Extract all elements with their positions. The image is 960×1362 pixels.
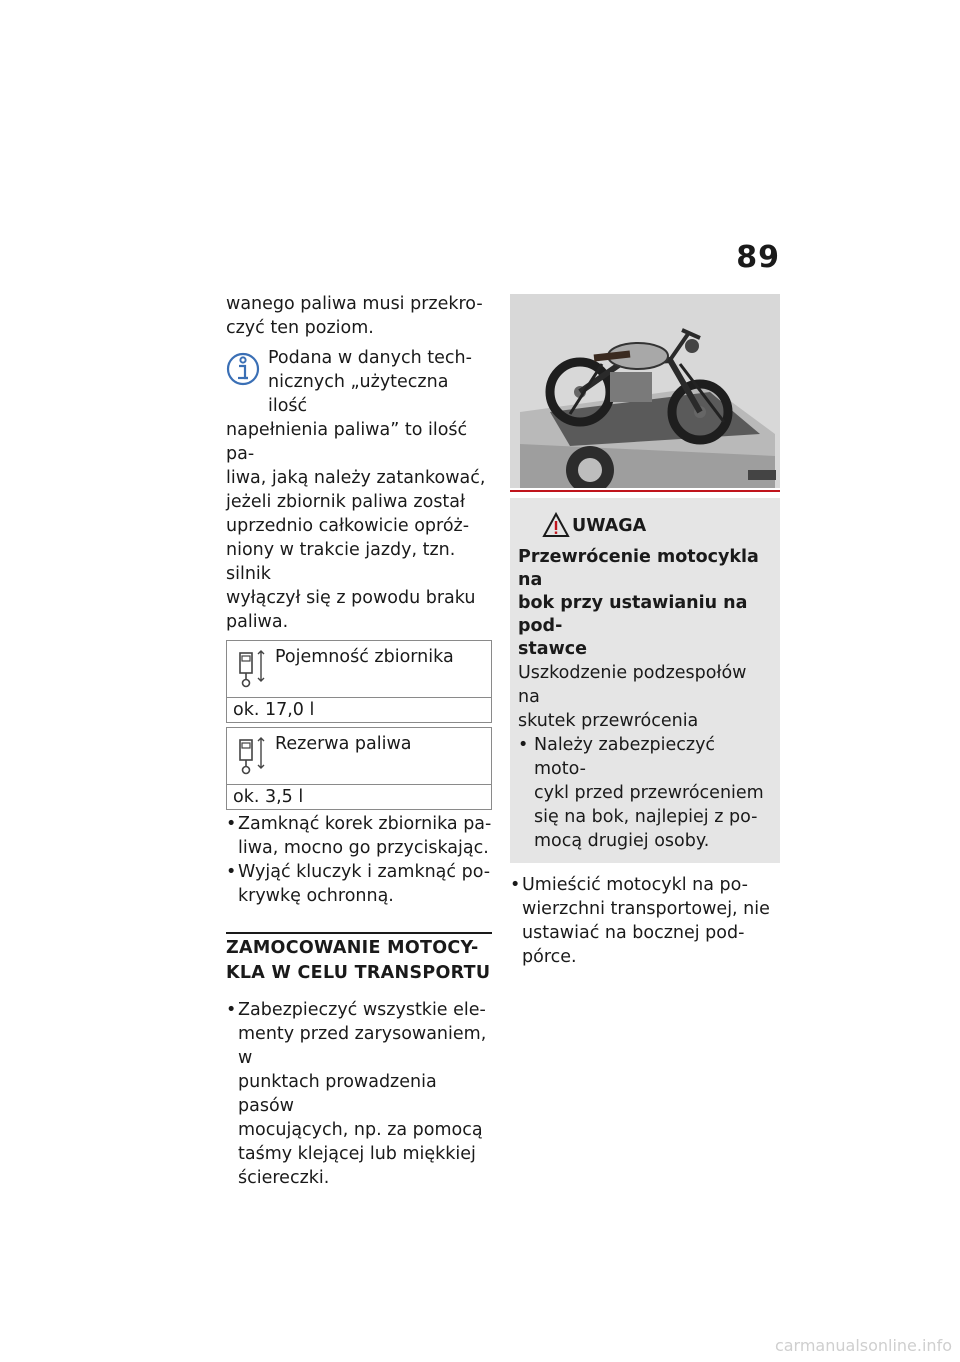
warning-heading: Przewrócenie motocykla na bok przy ustawianiu na pod- stawce bbox=[518, 547, 759, 659]
info-line: niony w trakcie jazdy, tzn. silnik bbox=[226, 540, 456, 584]
motorcycle-photo-illustration bbox=[510, 294, 780, 488]
list-item: • Zabezpieczyć wszystkie ele- menty przed zarysowaniem, w punktach prowadzenia pasów mocujących, np. za pomocą taśmy klejącej lub miękkiej ściereczki. bbox=[226, 1000, 487, 1188]
info-line: Podana w danych tech- bbox=[268, 348, 472, 368]
fuel-pump-icon bbox=[237, 647, 265, 691]
bullet-list bbox=[226, 812, 492, 908]
info-icon bbox=[226, 350, 260, 390]
motorcycle-on-trailer-photo bbox=[510, 294, 780, 488]
list-item: • Wyjąć kluczyk i zamknąć po- krywkę ochronną. bbox=[226, 862, 491, 906]
list-item: • Należy zabezpieczyć moto- cykl przed przewróceniem się na bok, najlepiej z po- mocą drugiej osoby. bbox=[518, 735, 764, 851]
section-title: ZAMOCOWANIE MOTOCY- KLA W CELU TRANSPORTU bbox=[226, 938, 491, 983]
info-line: paliwa. bbox=[226, 612, 289, 632]
fuel-pump-icon bbox=[237, 734, 265, 778]
intro-line: wanego paliwa musi przekro- bbox=[226, 294, 483, 314]
page-number: 89 bbox=[736, 240, 780, 275]
spec-fuel-reserve bbox=[226, 727, 492, 810]
spec-label: Rezerwa paliwa bbox=[275, 734, 412, 754]
spec-label: Pojemność zbiornika bbox=[275, 647, 454, 667]
section-divider bbox=[226, 932, 492, 934]
warning-text: Uszkodzenie podzespołów na skutek przewrócenia bbox=[518, 663, 747, 731]
right-column bbox=[510, 294, 780, 969]
bullet-list bbox=[226, 998, 492, 1190]
info-line: napełnienia paliwa” to ilość pa- bbox=[226, 420, 468, 464]
spec-value: ok. 3,5 l bbox=[233, 787, 304, 807]
warning-bullet-list bbox=[518, 733, 772, 853]
spec-value: ok. 17,0 l bbox=[233, 700, 315, 720]
intro-line: czyć ten poziom. bbox=[226, 318, 374, 338]
bullet-list bbox=[510, 873, 780, 969]
left-column bbox=[226, 292, 492, 1190]
warning-rule bbox=[510, 490, 780, 492]
info-note bbox=[226, 346, 492, 634]
info-line: nicznych „użyteczna ilość bbox=[268, 372, 449, 416]
info-line: jeżeli zbiornik paliwa został bbox=[226, 492, 465, 512]
warning-title: UWAGA bbox=[572, 516, 647, 536]
footer-watermark: carmanualsonline.info bbox=[774, 1336, 952, 1355]
info-line: uprzednio całkowicie opróż- bbox=[226, 516, 470, 536]
spec-tank-capacity bbox=[226, 640, 492, 723]
info-line: liwa, jaką należy zatankować, bbox=[226, 468, 486, 488]
info-line: wyłączył się z powodu braku bbox=[226, 588, 476, 608]
list-item: • Umieścić motocykl na po- wierzchni transportowej, nie ustawiać na bocznej pod- pórce. bbox=[510, 875, 770, 967]
warning-triangle-icon bbox=[542, 512, 570, 538]
warning-box bbox=[510, 498, 780, 863]
list-item: • Zamknąć korek zbiornika pa- liwa, mocno go przyciskając. bbox=[226, 814, 492, 858]
